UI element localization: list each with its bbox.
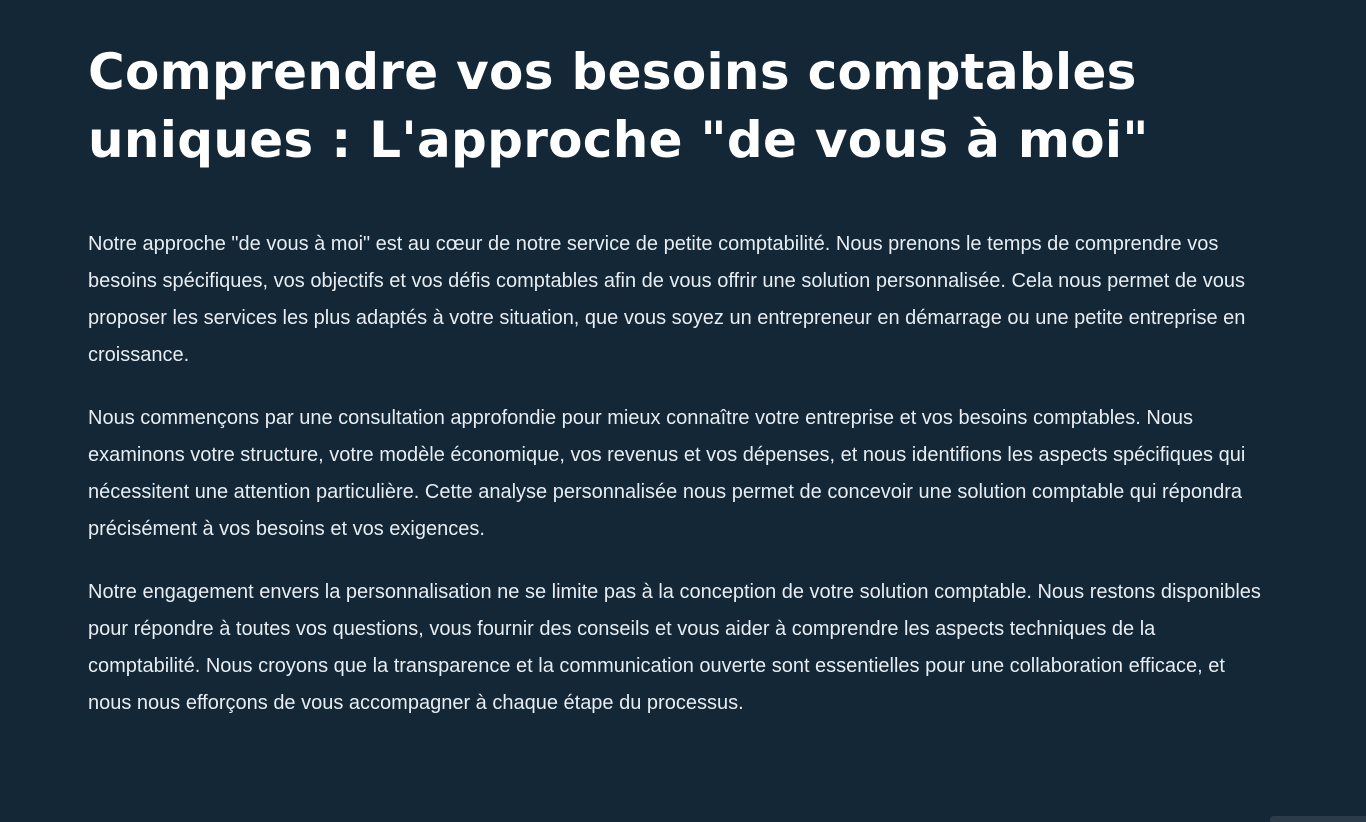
paragraph-approach: Notre approche "de vous à moi" est au cœur de notre service de petite comptabilité. Nous prenons le temps de comprendre vos besoins spécifiques, vos objectifs et vos défis comptables afin de vous offrir une solution personnalisée. Cela nous permet de vous proposer les services les plus adaptés à votre situation, que vous soyez un entrepreneur en démarrage ou une petite entreprise en croissance.	[88, 233, 1246, 366]
section-title: Comprendre vos besoins comptables uniques : L'approche "de vous à moi"	[88, 43, 1149, 169]
paragraph-consultation: Nous commençons par une consultation approfondie pour mieux connaître votre entreprise et vos besoins comptables. Nous examinons votre structure, votre modèle économique, vos revenus et vos dépenses, et nous identifions les aspects spécifiques qui nécessitent une attention particulière. Cette analyse personnalisée nous permet de concevoir une solution comptable qui répondra précisément à vos besoins et vos exigences.	[88, 407, 1246, 540]
section-body	[88, 226, 1298, 722]
content-section	[88, 38, 1298, 748]
paragraph-engagement: Notre engagement envers la personnalisation ne se limite pas à la conception de votre solution comptable. Nous restons disponibles pour répondre à toutes vos questions, vous fournir des conseils et vous aider à comprendre les aspects techniques de la comptabilité. Nous croyons que la transparence et la communication ouverte sont essentielles pour une collaboration efficace, et nous nous efforçons de vous accompagner à chaque étape du processus.	[88, 581, 1261, 714]
bottom-right-bar	[1270, 816, 1366, 822]
